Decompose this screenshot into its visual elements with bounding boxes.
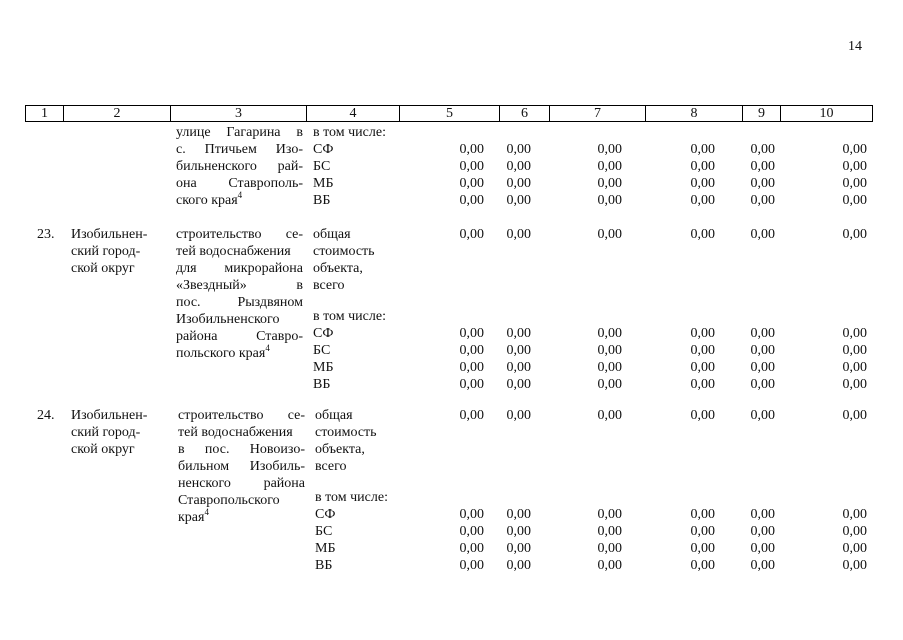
value-cell-col-7: 0,00 — [597, 541, 622, 556]
value-cell-col-10: 0,00 — [842, 524, 867, 539]
value-cell-col-5: 0,00 — [459, 541, 484, 556]
value-cell-col-9: 0,00 — [750, 326, 775, 341]
funding-source-label: ВБ — [313, 377, 331, 392]
value-cell-col-5: 0,00 — [459, 159, 484, 174]
value-cell-col-9: 0,00 — [750, 507, 775, 522]
value-cell-col-9: 0,00 — [750, 408, 775, 423]
value-cell-col-10: 0,00 — [842, 193, 867, 208]
page-number: 14 — [848, 39, 862, 54]
value-cell-col-5: 0,00 — [459, 142, 484, 157]
value-cell-col-7: 0,00 — [597, 343, 622, 358]
value-cell-col-8: 0,00 — [690, 142, 715, 157]
value-cell-col-7: 0,00 — [597, 227, 622, 242]
value-cell-col-8: 0,00 — [690, 408, 715, 423]
footnote-mark: 4 — [237, 190, 243, 200]
value-cell-col-6: 0,00 — [506, 377, 531, 392]
value-cell-col-8: 0,00 — [690, 176, 715, 191]
value-cell-col-8: 0,00 — [690, 326, 715, 341]
header-cell-2: 2 — [64, 106, 171, 121]
value-cell-col-9: 0,00 — [750, 558, 775, 573]
funding-source-label: СФ — [315, 507, 336, 522]
table-header-row — [25, 105, 873, 122]
value-cell-col-10: 0,00 — [842, 227, 867, 242]
value-cell-col-6: 0,00 — [506, 524, 531, 539]
header-cell-10: 10 — [819, 106, 834, 121]
funding-source-label: МБ — [313, 176, 334, 191]
value-cell-col-10: 0,00 — [842, 159, 867, 174]
header-cell-7: 7 — [550, 106, 646, 121]
value-cell-col-9: 0,00 — [750, 541, 775, 556]
value-cell-col-9: 0,00 — [750, 159, 775, 174]
value-cell-col-8: 0,00 — [690, 558, 715, 573]
header-cell-9: 9 — [743, 106, 781, 121]
value-cell-col-7: 0,00 — [597, 524, 622, 539]
funding-source-label: ВБ — [313, 193, 331, 208]
header-cell-3: 3 — [171, 106, 307, 121]
value-cell-col-5: 0,00 — [459, 343, 484, 358]
value-cell-col-9: 0,00 — [750, 360, 775, 375]
value-cell-col-6: 0,00 — [506, 326, 531, 341]
header-cell-4: 4 — [307, 106, 400, 121]
value-cell-col-9: 0,00 — [750, 524, 775, 539]
value-cell-col-9: 0,00 — [750, 343, 775, 358]
value-cell-col-6: 0,00 — [506, 159, 531, 174]
value-cell-col-10: 0,00 — [842, 507, 867, 522]
value-cell-col-9: 0,00 — [750, 176, 775, 191]
footnote-mark: 4 — [204, 507, 209, 517]
value-cell-col-10: 0,00 — [842, 326, 867, 341]
value-cell-col-6: 0,00 — [506, 360, 531, 375]
value-cell-col-5: 0,00 — [459, 524, 484, 539]
funding-source-label: БС — [313, 159, 331, 174]
value-cell-col-5: 0,00 — [459, 558, 484, 573]
in-total-label: в том числе: — [315, 490, 388, 505]
header-cell-8: 8 — [646, 106, 743, 121]
value-cell-col-5: 0,00 — [459, 176, 484, 191]
value-cell-col-8: 0,00 — [690, 541, 715, 556]
value-cell-col-8: 0,00 — [690, 193, 715, 208]
value-cell-col-7: 0,00 — [597, 507, 622, 522]
value-cell-col-10: 0,00 — [842, 360, 867, 375]
value-cell-col-6: 0,00 — [506, 408, 531, 423]
value-cell-col-5: 0,00 — [459, 227, 484, 242]
value-cell-col-9: 0,00 — [750, 227, 775, 242]
value-cell-col-7: 0,00 — [597, 176, 622, 191]
value-cell-col-8: 0,00 — [690, 343, 715, 358]
value-cell-col-6: 0,00 — [506, 343, 531, 358]
funding-source-label: ВБ — [315, 558, 333, 573]
value-cell-col-10: 0,00 — [842, 408, 867, 423]
value-cell-col-10: 0,00 — [842, 343, 867, 358]
funding-source-label: СФ — [313, 326, 334, 341]
value-cell-col-5: 0,00 — [459, 193, 484, 208]
value-cell-col-7: 0,00 — [597, 408, 622, 423]
value-cell-col-7: 0,00 — [597, 360, 622, 375]
value-cell-col-10: 0,00 — [842, 142, 867, 157]
funding-source-label: БС — [313, 343, 331, 358]
value-cell-col-10: 0,00 — [842, 541, 867, 556]
value-cell-col-7: 0,00 — [597, 377, 622, 392]
value-cell-col-8: 0,00 — [690, 507, 715, 522]
value-cell-col-6: 0,00 — [506, 507, 531, 522]
value-cell-col-6: 0,00 — [506, 142, 531, 157]
footnote-mark: 4 — [265, 343, 270, 353]
value-cell-col-9: 0,00 — [750, 193, 775, 208]
value-cell-col-10: 0,00 — [842, 558, 867, 573]
row-number: 23. — [37, 227, 55, 242]
value-cell-col-7: 0,00 — [597, 558, 622, 573]
value-cell-col-5: 0,00 — [459, 377, 484, 392]
funding-source-label: МБ — [313, 360, 334, 375]
value-cell-col-6: 0,00 — [506, 193, 531, 208]
value-cell-col-7: 0,00 — [597, 326, 622, 341]
value-cell-col-9: 0,00 — [750, 142, 775, 157]
value-cell-col-5: 0,00 — [459, 326, 484, 341]
value-cell-col-6: 0,00 — [506, 176, 531, 191]
header-cell-1: 1 — [26, 106, 64, 121]
value-cell-col-6: 0,00 — [506, 227, 531, 242]
value-cell-col-8: 0,00 — [690, 524, 715, 539]
in-total-label: в том числе: — [313, 309, 386, 324]
header-cell-6: 6 — [500, 106, 550, 121]
in-total-label: в том числе: — [313, 125, 386, 140]
value-cell-col-7: 0,00 — [597, 159, 622, 174]
value-cell-col-5: 0,00 — [459, 360, 484, 375]
value-cell-col-9: 0,00 — [750, 377, 775, 392]
funding-source-label: МБ — [315, 541, 336, 556]
value-cell-col-10: 0,00 — [842, 176, 867, 191]
funding-source-label: СФ — [313, 142, 334, 157]
value-cell-col-5: 0,00 — [459, 507, 484, 522]
value-cell-col-10: 0,00 — [842, 377, 867, 392]
value-cell-col-7: 0,00 — [597, 142, 622, 157]
row-number: 24. — [37, 408, 55, 423]
value-cell-col-7: 0,00 — [597, 193, 622, 208]
funding-source-label: БС — [315, 524, 333, 539]
value-cell-col-8: 0,00 — [690, 377, 715, 392]
value-cell-col-6: 0,00 — [506, 558, 531, 573]
value-cell-col-8: 0,00 — [690, 227, 715, 242]
value-cell-col-5: 0,00 — [459, 408, 484, 423]
header-cell-5: 5 — [400, 106, 500, 121]
value-cell-col-8: 0,00 — [690, 159, 715, 174]
value-cell-col-6: 0,00 — [506, 541, 531, 556]
value-cell-col-8: 0,00 — [690, 360, 715, 375]
